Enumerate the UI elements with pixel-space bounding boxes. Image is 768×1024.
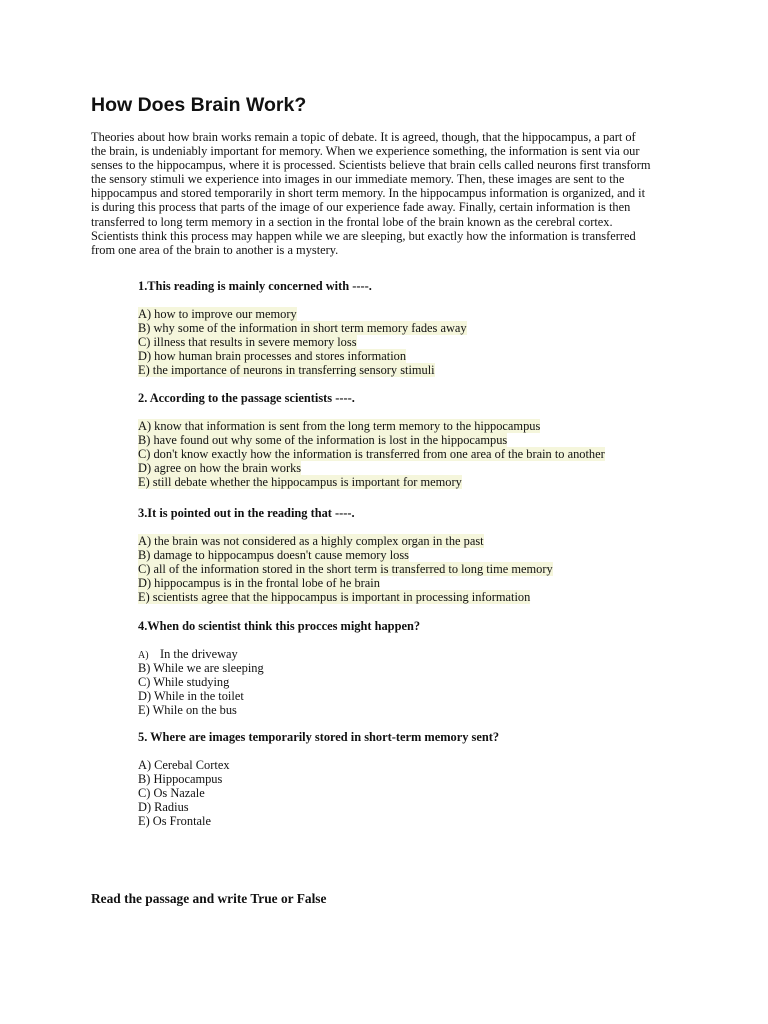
answer-option: B) why some of the information in short term memory fades away [138, 321, 467, 336]
answer-options [138, 647, 420, 717]
answer-option: B) Hippocampus [138, 772, 223, 787]
question-2 [138, 391, 605, 490]
answer-option: A) Cerebal Cortex [138, 758, 230, 773]
passage-line: the sensory stimuli we experience into images in our immediate memory. Then, these images are sent to the [91, 172, 625, 187]
passage-line: Theories about how brain works remain a topic of debate. It is agreed, though, that the hippocampus, a part of [91, 130, 636, 144]
answer-option: E) scientists agree that the hippocampus is important in processing information [138, 590, 531, 605]
question-4 [138, 619, 420, 718]
passage-line: hippocampus and stored temporarily in short term memory. In the hippocampus information is organized, and it [91, 186, 646, 201]
answer-option: D) agree on how the brain works [138, 461, 302, 476]
question-text: 1.This reading is mainly concerned with ----. [138, 279, 372, 293]
answer-option: B) damage to hippocampus doesn't cause memory loss [138, 548, 409, 563]
answer-options [138, 307, 467, 377]
answer-option: C) all of the information stored in the short term is transferred to long time memory [138, 562, 553, 577]
answer-option: B) have found out why some of the information is lost in the hippocampus [138, 433, 508, 448]
answer-option: B) While we are sleeping [138, 661, 264, 676]
answer-option: D) While in the toilet [138, 689, 244, 704]
true-false-instruction: Read the passage and write True or False [91, 891, 327, 906]
page-title: How Does Brain Work? [91, 94, 307, 116]
reading-passage [91, 130, 691, 257]
answer-option: C) Os Nazale [138, 786, 205, 801]
passage-line: the brain, is undeniably important for memory. When we experience something, the information is sent via our [91, 144, 640, 159]
passage-line: from one area of the brain to another is a mystery. [91, 242, 339, 257]
answer-options [138, 758, 499, 828]
answer-option: E) the importance of neurons in transferring sensory stimuli [138, 363, 435, 378]
answer-option: A) In the driveway [138, 647, 238, 662]
passage-line: transferred to long term memory in a section in the frontal lobe of the brain known as the cerebral cortex. [91, 214, 613, 229]
question-text: 4.When do scientist think this procces might happen? [138, 619, 421, 633]
question-text: 5. Where are images temporarily stored in short-term memory sent? [138, 730, 500, 744]
question-5 [138, 730, 499, 829]
answer-option: C) don't know exactly how the information is transferred from one area of the brain to another [138, 447, 605, 462]
question-3 [138, 506, 553, 605]
passage-line: is during this process that parts of the image of our experience fade away. Finally, certain information is then [91, 200, 631, 215]
answer-option: D) how human brain processes and stores information [138, 349, 407, 364]
answer-option: E) While on the bus [138, 703, 237, 718]
question-text: 3.It is pointed out in the reading that ----. [138, 506, 355, 520]
answer-option: A) the brain was not considered as a highly complex organ in the past [138, 534, 484, 549]
answer-option: E) still debate whether the hippocampus is important for memory [138, 475, 462, 490]
passage-line: Scientists think this process may happen while we are sleeping, but exactly how the information is transferred [91, 228, 636, 243]
answer-option: C) illness that results in severe memory loss [138, 335, 357, 350]
answer-option: A) know that information is sent from the long term memory to the hippocampus [138, 419, 541, 434]
question-1 [138, 279, 467, 378]
answer-option: D) Radius [138, 800, 189, 815]
passage-line: senses to the hippocampus, where it is processed. Scientists believe that brain cells called neurons first transform [91, 158, 651, 173]
answer-option: E) Os Frontale [138, 814, 211, 829]
answer-option: D) hippocampus is in the frontal lobe of he brain [138, 576, 380, 591]
answer-option: A) how to improve our memory [138, 307, 297, 322]
question-text: 2. According to the passage scientists ----. [138, 391, 355, 405]
answer-options [138, 534, 553, 604]
answer-options [138, 419, 605, 489]
answer-option: C) While studying [138, 675, 230, 690]
